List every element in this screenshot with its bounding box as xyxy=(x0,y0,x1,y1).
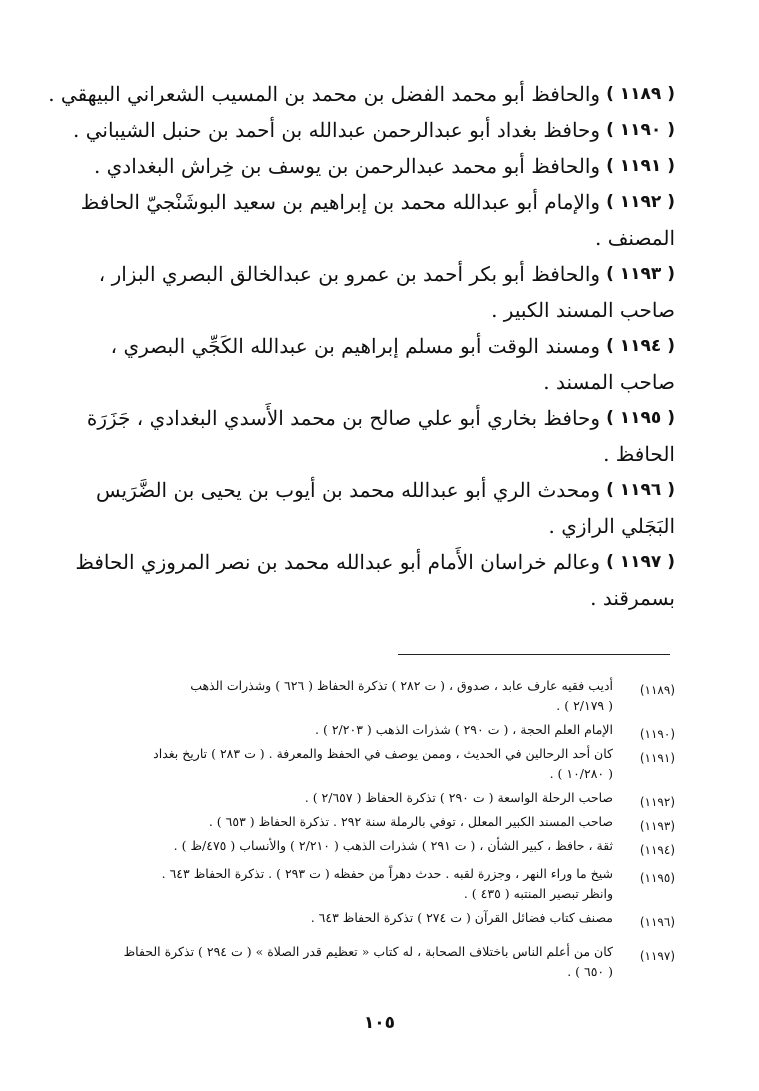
entry xyxy=(75,544,675,616)
footnote-line: الإمام العلم الحجة ، ( ت ٢٩٠ ) شذرات الذهب ( ٢/٢٠٣ ) . xyxy=(315,722,613,737)
entry-line: وحافظ بخاري أبو علي صالح بن محمد الأَسدي البغدادي ، جَزَرَة xyxy=(86,406,601,430)
footnote-number: (١١٩٧) xyxy=(639,949,675,963)
footnote xyxy=(100,812,675,836)
footnote-number: (١١٩٥) xyxy=(639,871,675,885)
entry xyxy=(80,184,675,256)
footnote-number: (١١٩٣) xyxy=(639,819,675,833)
footnote xyxy=(100,744,675,784)
entry-line: والحافظ أبو بكر أحمد بن عمرو بن عبدالخالق البصري البزار ، xyxy=(98,262,601,286)
entry-number: ( ١١٩١ ) xyxy=(606,156,675,176)
entry-number: ( ١١٩٥ ) xyxy=(606,408,675,428)
entry xyxy=(93,148,675,184)
entry-number: ( ١١٩٢ ) xyxy=(606,192,675,212)
entry-line-continued: الحافظ . xyxy=(603,442,675,466)
footnote xyxy=(100,908,675,932)
entry-line: والحافظ أبو محمد الفضل بن محمد بن المسيب الشعراني البيهقي . xyxy=(48,82,601,106)
footnote-line: أديب فقيه عارف عابد ، صدوق ، ( ت ٢٨٢ ) تذكرة الحفاظ ( ٦٢٦ ) وشذرات الذهب xyxy=(190,678,613,693)
entry-number: ( ١١٩٤ ) xyxy=(606,336,675,356)
entry-line: وحافظ بغداد أبو عبدالرحمن عبدالله بن أحمد بن حنبل الشيباني . xyxy=(73,118,601,142)
entry-line: والإمام أبو عبدالله محمد بن إبراهيم بن سعيد البوشَنْجيّ الحافظ xyxy=(80,190,601,214)
footnote-divider xyxy=(398,654,670,655)
entry-line-continued: المصنف . xyxy=(594,226,675,250)
entry-number: ( ١١٩٦ ) xyxy=(606,480,675,500)
footnote xyxy=(100,788,675,812)
entry-number: ( ١١٨٩ ) xyxy=(606,84,675,104)
footnotes xyxy=(100,676,675,982)
footnote-number: (١١٩٢) xyxy=(639,795,675,809)
footnote-line: ثقة ، حافظ ، كبير الشأن ، ( ت ٢٩١ ) شذرات الذهب ( ٢/٢١٠ ) والأنساب ( ٤٧٥/ظ ) . xyxy=(173,838,613,853)
entry-line: ومحدث الري أبو عبدالله محمد بن أيوب بن يحيى بن الضَّرَيس xyxy=(96,478,601,502)
footnote-line: كان أحد الرحالين في الحديث ، وممن يوصف في الحفظ والمعرفة . ( ت ٢٨٣ ) تاريخ بغداد xyxy=(153,746,613,761)
entry-line-continued: صاحب المسند . xyxy=(543,370,675,394)
entry xyxy=(86,400,675,472)
entry-line-continued: صاحب المسند الكبير . xyxy=(491,298,675,322)
entry xyxy=(100,256,675,328)
footnote-number: (١١٩١) xyxy=(639,751,675,765)
footnote-line: وانظر تبصير المنتبه ( ٤٣٥ ) . xyxy=(463,886,613,901)
entry-line: ومسند الوقت أبو مسلم إبراهيم بن عبدالله الكَجِّي البصري ، xyxy=(110,334,601,358)
entry xyxy=(96,472,675,544)
footnote-number: (١١٩٠) xyxy=(639,727,675,741)
main-text xyxy=(48,76,675,616)
footnote-line: صاحب المسند الكبير المعلل ، توفي بالرملة سنة ٢٩٢ . تذكرة الحفاظ ( ٦٥٣ ) . xyxy=(208,814,613,829)
footnote xyxy=(100,942,675,982)
footnote xyxy=(100,836,675,860)
footnote-line: ( ٦٥٠ ) . xyxy=(567,964,613,979)
footnote-line: ( ٢/١٧٩ ) . xyxy=(556,698,613,713)
entry xyxy=(48,76,675,112)
page-number: ١٠٥ xyxy=(363,1013,396,1033)
entry-number: ( ١١٩٠ ) xyxy=(606,120,675,140)
footnote xyxy=(100,676,675,716)
footnote-line: مصنف كتاب فضائل القرآن ( ت ٢٧٤ ) تذكرة الحفاظ ٦٤٣ . xyxy=(310,910,613,925)
entry-line: وعالم خراسان الأَمام أبو عبدالله محمد بن نصر المروزي الحافظ xyxy=(75,550,601,574)
footnote-number: (١١٨٩) xyxy=(639,683,675,697)
footnote-number: (١١٩٤) xyxy=(639,843,675,857)
footnote-line: ( ١٠/٢٨٠ ) . xyxy=(549,766,613,781)
entry-number: ( ١١٩٣ ) xyxy=(606,264,675,284)
footnote-number: (١١٩٦) xyxy=(639,915,675,929)
entry-number: ( ١١٩٧ ) xyxy=(606,552,675,572)
footnote xyxy=(100,864,675,904)
footnote xyxy=(100,720,675,744)
entry-line: والحافظ أبو محمد عبدالرحمن بن يوسف بن خِراش البغدادي . xyxy=(93,154,601,178)
entry xyxy=(73,112,675,148)
entry-line-continued: بسمرقند . xyxy=(590,586,675,610)
entry-line-continued: البَجَلي الرازي . xyxy=(548,514,675,538)
entry xyxy=(100,328,675,400)
footnote-line: كان من أعلم الناس باختلاف الصحابة ، له كتاب « تعظيم قدر الصلاة » ( ت ٢٩٤ ) تذكرة الحفاظ xyxy=(123,944,613,959)
footnote-line: صاحب الرحلة الواسعة ( ت ٢٩٠ ) تذكرة الحفاظ ( ٢/٦٥٧ ) . xyxy=(304,790,613,805)
footnote-line: شيخ ما وراء النهر ، وجزرة لقبه . حدث دهراً من حفظه ( ت ٢٩٣ ) . تذكرة الحفاظ ٦٤٣ . xyxy=(161,866,613,881)
